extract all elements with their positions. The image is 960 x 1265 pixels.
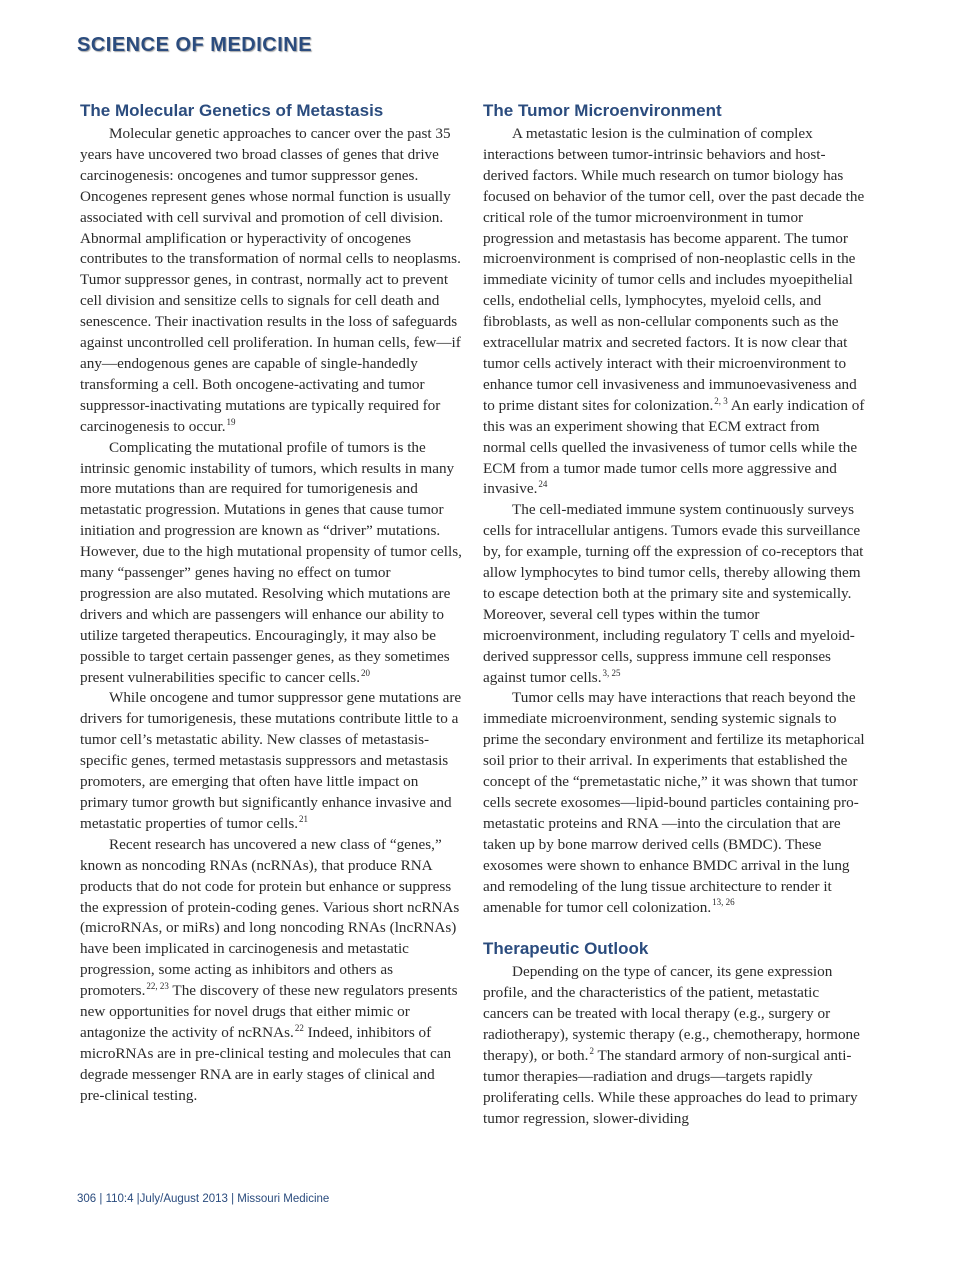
paragraph-text: Depending on the type of cancer, its gene expression profile, and the characteristics of the patient, metastatic cancers can be treated with local therapy (e.g., surgery or radiotherapy), systemic therapy (e.g., chemotherapy, hormone therapy), or both. [483,963,860,1065]
paragraph-text: Molecular genetic approaches to cancer over the past 35 years have uncovered two broad classes of genes that drive carcinogenesis: oncogenes and tumor suppressor genes. Oncogenes represent genes whose normal function is usually associated with cell survival and promotion of cell division. Abnormal amplification or hyperactivity of oncogenes contributes to the transformation of normal cells to neoplasms. Tumor suppressor genes, in contrast, normally act to prevent cell division and sensitize cells to signals for cell death and senescence. Their inactivation results in the loss of safeguards against uncontrolled cell proliferation. In human cells, few—if any—endogenous genes are capable of single-handedly transforming a cell. Both oncogene-activating and tumor suppressor-inactivating mutations are typically required for carcinogenesis to occur. [80,125,461,435]
paragraph-text: The discovery of these new regulators presents new opportunities for novel drugs that either mimic or antagonize the activity of ncRNAs. [80,982,458,1041]
paragraph [483,124,865,500]
left-column [80,98,462,1107]
citation: 20 [361,667,371,678]
right-column [483,98,865,1130]
paragraph-text: An early indication of this was an experiment showing that ECM extract from normal cells quelled the invasiveness of tumor cells while the ECM from a tumor made tumor cells more aggressive and invasive. [483,396,865,498]
section-header: SCIENCE OF MEDICINE [77,34,313,56]
citation: 22, 23 [146,981,169,992]
citation: 2, 3 [714,395,728,406]
paragraph [80,835,462,1107]
paragraph-text: The standard armory of non-surgical anti-tumor therapies—radiation and drugs—targets rapidly proliferating cells. While these approaches do lead to primary tumor regression, slower-dividing [483,1047,858,1127]
paragraph [483,500,865,688]
citation: 19 [226,416,236,427]
citation: 2 [589,1046,594,1056]
paragraph [483,962,865,1129]
heading-molecular-genetics: The Molecular Genetics of Metastasis [80,101,384,120]
paragraph-text: Recent research has uncovered a new class of “genes,” known as noncoding RNAs (ncRNAs), that produce RNA products that do not code for protein but enhance or suppress the expression of protein-coding genes. Various short ncRNAs (microRNAs, or miRs) and long noncoding RNAs (lncRNAs) have been implicated in carcinogenesis and metastatic progression, some acting as inhibitors and others as promoters. [80,835,460,1000]
paragraph [80,124,462,438]
paragraph-text: The cell-mediated immune system continuously surveys cells for intracellular antigens. Tumors evade this surveillance by, for example, turning off the expression of co-receptors that allow lymphocytes to bind tumor cells, thereby allowing them to escape detection both at the primary site and systemically. Moreover, several cell types within the tumor microenvironment, including regulatory T cells and myeloid-derived suppressor cells, suppress immune cell responses against tumor cells. [483,501,864,686]
citation: 22 [294,1022,304,1033]
paragraph-text: Tumor cells may have interactions that reach beyond the immediate microenvironment, sending systemic signals to prime the secondary environment and fertilize its metaphorical soil prior to their arrival. In experiments that established the concept of the “premetastatic niche,” it was shown that tumor cells secrete exosomes—lipid-bound particles containing pro-metastatic proteins and RNA —into the circulation that are taken up by bone marrow derived cells (BMDC). These exosomes were shown to enhance BMDC arrival in the lung and remodeling of the lung tissue architecture to render it amenable for tumor cell colonization. [483,689,865,916]
heading-tumor-microenvironment: The Tumor Microenvironment [483,101,722,120]
page-footer: 306 | 110:4 |July/August 2013 | Missouri Medicine [77,1193,330,1205]
paragraph-text: Indeed, inhibitors of microRNAs are in pre-clinical testing and molecules that can degrade messenger RNA are in early stages of clinical and pre-clinical testing. [80,1023,452,1104]
paragraph [483,688,865,918]
heading-therapeutic-outlook: Therapeutic Outlook [483,939,649,959]
paragraph-text: Complicating the mutational profile of tumors is the intrinsic genomic instability of tumors, which results in many more mutations than are required for tumorigenesis and metastatic progression. Mutations in genes that cause tumor initiation and progression are known as “driver” mutations. However, due to the high mutational propensity of tumor cells, many “passenger” genes having no effect on tumor progression are also mutated. Resolving which mutations are drivers and which are passengers will enhance our ability to utilize targeted therapeutics. Encouragingly, it may also be possible to target certain passenger genes, as they sometimes present vulnerabilities specific to cancer cells. [80,438,462,686]
paragraph [80,438,462,689]
paragraph-text: While oncogene and tumor suppressor gene mutations are drivers for tumorigenesis, these mutations contribute little to a tumor cell’s metastatic ability. New classes of metastasis-specific genes, termed metastasis suppressors and metastasis promoters, are emerging that often have little impact on primary tumor growth but significantly enhance invasive and metastatic properties of tumor cells. [80,689,462,832]
paragraph-text: A metastatic lesion is the culmination of complex interactions between tumor-intrinsic behaviors and host-derived factors. While much research on tumor biology has focused on behavior of the tumor cell, over the past decade the critical role of the tumor microenvironment in tumor progression and metastasis has become apparent. The tumor microenvironment is comprised of non-neoplastic cells in the immediate vicinity of tumor cells and includes myoepithelial cells, endothelial cells, lymphocytes, myeloid cells, and fibroblasts, as well as non-cellular components such as the extracellular matrix and secreted factors. It is now clear that tumor cells actively interact with their microenvironment to enhance tumor cell invasiveness and immunoevasiveness and to prime distant sites for colonization. [483,125,865,414]
citation: 13, 26 [712,897,735,908]
paragraph [80,688,462,834]
citation: 24 [538,479,548,490]
citation: 21 [299,813,309,824]
citation: 3, 25 [602,667,621,678]
